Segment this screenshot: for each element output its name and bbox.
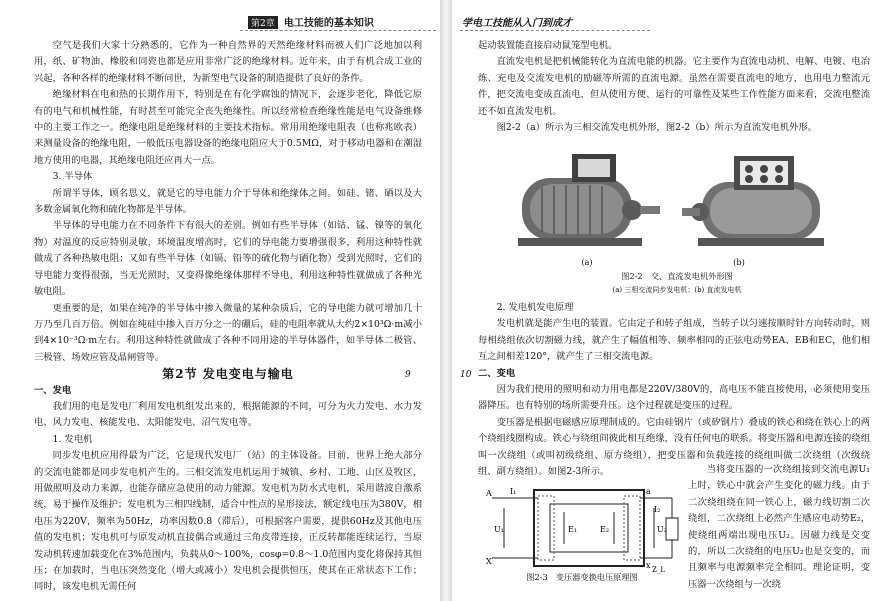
figure-subcaption: (a) 三相交流同步发电机；(b) 直流发电机 [612, 286, 742, 294]
paragraph: 绝缘材料在电和热的长期作用下，特别是在有化学腐蚀的情况下，会逐步老化，降低它原有的电气和机械性能，有时甚至可能完全丧失绝缘性。所以经常检查绝缘性能是电气设备维修中的主要工作之一。绝缘电阻是绝缘材料的主要技术指标。常用用绝缘电阻表（也称兆欧表）来测量设备的绝缘电阻，一般低压电器设备的绝缘电阻应大于0.5MΩ，对于移动电器和在潮湿地方使用的电器，其绝缘电阻还应再大一点。 [34, 89, 422, 166]
left-page [0, 0, 440, 601]
figure-label-b: (b) [733, 257, 745, 267]
paragraph: 起动装置能直接启动鼠笼型电机。 [478, 40, 618, 51]
right-running-header: 学电工技能从入门到成才 [462, 18, 572, 29]
label-u1: U₁ [494, 525, 504, 534]
paragraph: 变压器是根据电磁感应原理制成的。它由硅钢片（或矽钢片）叠成的铁心和绕在铁心上的两个绕组线圈构成。铁心与绕组间彼此相互绝缘，没有任何电的联系。将变压器和电源连接的绕组叫一次绕组（或叫初级绕组、原方绕组），把变压器和负载连接的绕组叫做二次绕组（次级绕组、副方绕组）。如图2-3所示。 [478, 416, 870, 478]
page-number: 10 [460, 370, 472, 380]
paragraph: 因为我们使用的照明和动力用电都是220V/380V的，高电压不能直接使用，必须使用变压器降压。也有特别的场所需要升压。这个过程就是变压的过程。 [478, 384, 870, 412]
generators-illustration [512, 148, 842, 266]
label-i2: I₂ [654, 505, 661, 514]
paragraph: 半导体的导电能力在不同条件下有很大的差别。例如有些半导体（如钴、锰、镍等的氧化物）对温度的反应特别灵敏，环境温度增高时，它们的导电能力要增强很多，利用这种特性就做成了各种热敏电阻；又如有些半导体（如镉、铅等的硫化物与硒化物）受到光照时，它们的导电能力变得很强，当无光照时，又变得像绝缘体那样不导电，利用这种特性就做成了各种光敏电阻。 [34, 220, 422, 298]
right-page [452, 0, 889, 601]
paragraph: 发电机就是能产生电的装置。它由定子和转子组成，当转子以匀速按顺时针方向转动时，则每相绕组依次切割磁力线，就产生了幅值相等、频率相同的正弦电动势EA、EB和EC，他们相互之间相差120°，就产生了三相交流电源。 [478, 318, 870, 363]
left-header-title: 电工技能的基本知识 [283, 18, 374, 29]
subheading: 二、变电 [478, 367, 516, 379]
terminal-a: a [646, 487, 651, 496]
subheading: 2. 发电机发电原理 [496, 302, 574, 313]
generator-figure [512, 148, 842, 266]
label-e1: E₁ [568, 525, 578, 534]
paragraph: 所谓半导体，顾名思义，就是它的导电能力介于导体和绝缘体之间。如硅、锗、硒以及大多数金属氧化物和硫化物都是半导体。 [34, 187, 422, 216]
left-running-header [248, 14, 374, 29]
right-body-text-top [478, 38, 870, 136]
page-number: 9 [405, 370, 411, 380]
figure-caption: 图2-3 变压器变换电压原理图 [526, 572, 638, 582]
label-i1: I₁ [510, 487, 517, 496]
subheading: 1. 发电机 [52, 433, 93, 445]
paragraph: 更重要的是，如果在纯净的半导体中掺入微量的某种杂质后，它的导电能力就可增加几十万乃至几百万倍。例如在纯硅中掺入百万分之一的硼后，硅的电阻率就从大约2×10³Ω·m减小到4×10⁻³Ω·m左右。利用这种特性就做成了各种不同用途的半导体器件，如半导体二极管、三极管、场效应管及晶闸管等。 [34, 302, 422, 363]
header-rule [240, 30, 436, 31]
terminal-X: X [486, 557, 492, 566]
subheading: 一、发电 [34, 384, 72, 396]
section-title: 第2节 发电变电与输电 [162, 367, 294, 382]
left-body-text [34, 38, 422, 596]
paragraph: 空气是我们大家十分熟悉的，它作为一种自然界的天然绝缘材料而被人们广泛地加以利用，纸、矿物油、橡胶和同瓷也都是应用非常广泛的绝缘材料。近年来，由于有机合成工业的兴起，各种各样的绝缘材料不断问世，为新型电气设备的制造提供了良好的条件。 [34, 40, 422, 84]
label-e2: E₂ [600, 525, 610, 534]
label-u2: U₂ [657, 525, 667, 534]
ac-generator-image [518, 154, 660, 246]
paragraph: 当将变压器的一次绕组接到交流电源U₁上时，铁心中就会产生变化的磁力线。由于二次绕组绕在同一铁心上，磁力线切割二次绕组，二次绕组上必然产生感应电动势E₂，使绕组两端出现电压U₂。因磁力线是交变的，所以二次绕组的电压U₂也是交变的，而且频率与电源频率完全相同。理论证明，变压器一次绕组与一次绕 [688, 464, 870, 590]
dc-generator-image [682, 156, 824, 246]
terminal-x: x [646, 561, 651, 570]
subheading: 3. 半导体 [52, 171, 93, 183]
paragraph: 直流发电机是把机械能转化为直流电能的机器。它主要作为直流电动机、电解、电镀、电冶炼、充电及交流发电机的励磁等所需的直流电源。虽然在需要直流电的地方，也用电力整流元件，把交流电变成直流电，但从使用方便、运行的可靠性及某些工作性能方面来看，交流电整流还不如直流发电机。 [478, 56, 870, 117]
figure-label-a: (a) [581, 257, 593, 267]
transformer-diagram [482, 482, 682, 574]
book-gutter [440, 0, 452, 601]
paragraph: 图2-2（a）所示为三相交流发电机外形，图2-2（b）所示为直流发电机外形。 [496, 122, 817, 134]
chapter-badge: 第2章 [248, 16, 278, 29]
header-rule [460, 30, 650, 31]
paragraph: 同步发电机应用得最为广泛，它是现代发电厂（站）的主体设备。目前，世界上绝大部分的交流电能都是同步发电机产生的。三相交流发电机运用于城镇、乡村、工地、山区及牧区，用做照明及动力来源，也能存储应急使用的动力能源。发电机为防水式电机，采用谐波自激系统，易于操作及维护；发电机为三相四线制，适合中性点的星形接法，额定线电压为380V，相电压为220V，频率为50Hz，功率因数0.8（滞后），可根据客户需要，提供60Hz及其他电压值的发电机；发电机可与原发动机直接偶合或通过三角皮带连接，正反转都能连续运行，当原发动机转速加载变化在3%范围内，负载从0～100%，cosφ=0.8～1.0范围内变化将保持其恒压；在加载时，当电压突然变化（增大或减小）发电机会提供恒压，使其在正常状态下工作；同时，该发电机无需任何 [34, 450, 422, 593]
label-zl: Z_L [652, 566, 666, 574]
figure-caption: 图2-2 交、直流发电机外形图 [621, 271, 733, 281]
paragraph: 我们用的电是发电厂利用发电机组发出来的，根据能源的不同，可分为火力发电、水力发电、风力发电、核能发电、太阳能发电、沼气发电等。 [34, 400, 422, 429]
terminal-A: A [486, 489, 492, 498]
right-body-text-mid [478, 300, 870, 480]
right-side-text [688, 462, 870, 593]
